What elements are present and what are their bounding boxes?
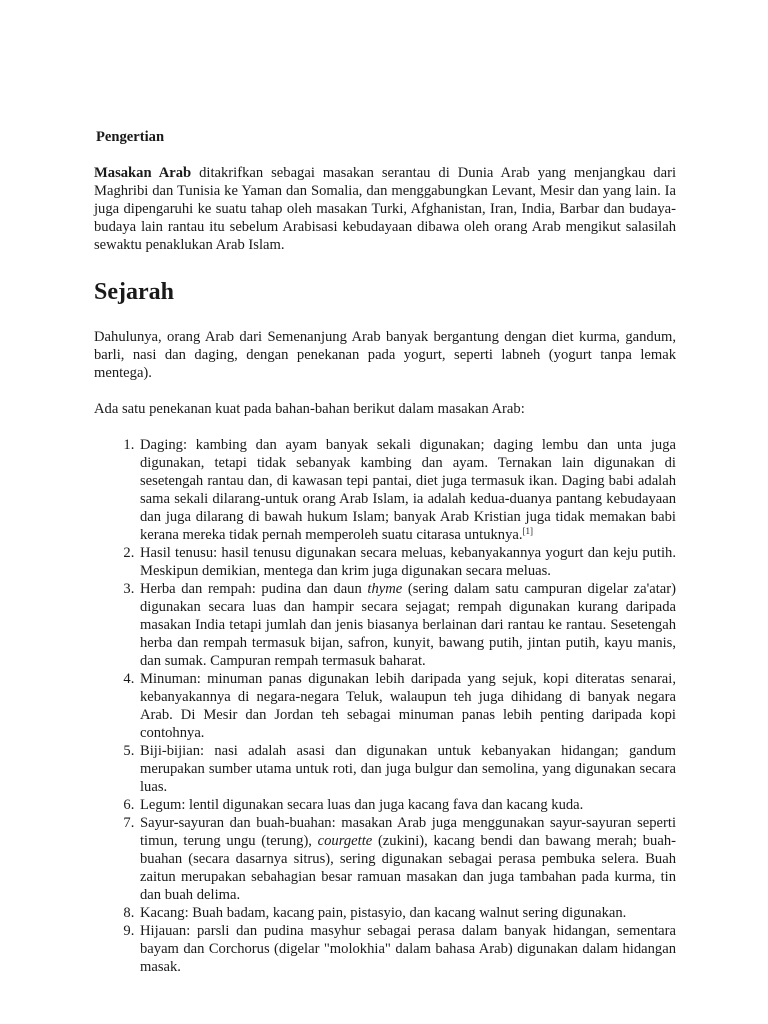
list-item-text-pre: Herba dan rempah: pudina dan daun: [140, 581, 368, 597]
list-item: [138, 796, 676, 814]
list-item-text-post: (sering dalam satu campuran digelar za'atar) digunakan secara luas dan hampir secara sejagat; rempah digunakan kurang daripada masakan India tetapi jumlah dan jenis biasanya berlainan dari rantau ke rantau. Sesetengah herba dan rempah termasuk bijan, safron, kunyit, bawang putih, jintan putih, kayu manis, dan sumak. Campuran rempah termasuk baharat.: [140, 581, 676, 669]
list-item-text: Legum: lentil digunakan secara luas dan juga kacang fava dan kacang kuda.: [140, 797, 584, 813]
list-item: [138, 670, 676, 742]
reference-link[interactable]: [1]: [522, 526, 534, 536]
section-title-sejarah: Sejarah: [94, 279, 174, 305]
heading-pengertian: Pengertian: [96, 129, 165, 145]
list-item-text: Daging: kambing dan ayam banyak sekali digunakan; daging lembu dan unta juga digunakan, tetapi tidak sebanyak kambing dan ayam. Ternakan lain digunakan di sesetengah rantau dan, di kawasan tepi pantai, diet juga termasuk ikan. Daging babi adalah sama sekali dilarang-untuk orang Arab Islam, ia adalah kedua-duanya pantang kebudayaan dan juga dilarang di bawah hukum Islam; banyak Arab Kristian juga tidak memakan babi kerana mereka tidak pernah memperoleh suatu citarasa untuknya.: [140, 437, 676, 543]
intro-text: ditakrifkan sebagai masakan serantau di Dunia Arab yang menjangkau dari Maghribi dan Tunisia ke Yaman dan Somalia, dan menggabungkan Levant, Mesir dan yang lain. Ia juga dipengaruhi ke suatu tahap oleh masakan Turki, Afghanistan, Iran, India, Barbar dan budaya-budaya lain rantau itu sebelum Arabisasi kebudayaan dibawa oleh orang Arab mengikut salasilah sewaktu penaklukan Arab Islam.: [94, 165, 676, 253]
list-item-text: Biji-bijian: nasi adalah asasi dan digunakan untuk kebanyakan hidangan; gandum merupakan sumber utama untuk roti, dan juga bulgur dan semolina, yang digunakan secara luas.: [140, 743, 676, 795]
list-item: [138, 814, 676, 904]
paragraph-list-intro: Ada satu penekanan kuat pada bahan-bahan berikut dalam masakan Arab:: [94, 401, 525, 417]
list-item-italic-term: courgette: [317, 833, 373, 849]
list-item-text: Kacang: Buah badam, kacang pain, pistasyio, dan kacang walnut sering digunakan.: [140, 905, 627, 921]
list-item-text-pre: Sayur-sayuran dan buah-buahan: masakan Arab juga menggunakan sayur-sayuran seperti timun, terung ungu (terung),: [140, 815, 676, 849]
paragraph-history: Dahulunya, orang Arab dari Semenanjung Arab banyak bergantung dengan diet kurma, gandum, barli, nasi dan daging, dengan penekanan pada yogurt, seperti labneh (yogurt tanpa lemak mentega).: [94, 329, 676, 381]
list-item: [138, 580, 676, 670]
document-page: [94, 128, 676, 976]
list-item: [138, 742, 676, 796]
list-item-text: Minuman: minuman panas digunakan lebih daripada yang sejuk, kopi diteratas senarai, kebanyakannya di negara-negara Teluk, walaupun teh juga dihidang di banyak negara Arab. Di Mesir dan Jordan teh sebagai minuman panas lebih penting daripada kopi contohnya.: [140, 671, 676, 741]
list-item-text: Hasil tenusu: hasil tenusu digunakan secara meluas, kebanyakannya yogurt dan keju putih. Meskipun demikian, mentega dan krim juga digunakan secara meluas.: [140, 545, 676, 579]
list-item: [138, 544, 676, 580]
ingredient-list: [94, 436, 676, 976]
intro-paragraph: [94, 164, 676, 254]
list-item-text-post: (zukini), kacang bendi dan bawang merah; buah-buahan (secara dasarnya sitrus), sering digunakan sebagai perasa pembuka selera. Buah zaitun merupakan sebahagian besar ramuan masakan dan juga tambahan pada kurma, tin dan buah delima.: [140, 833, 676, 903]
list-item: [138, 436, 676, 544]
list-item: [138, 904, 676, 922]
list-item: [138, 922, 676, 976]
list-item-italic-term: thyme: [367, 581, 403, 597]
intro-bold-term: Masakan Arab: [94, 165, 192, 181]
list-item-text: Hijauan: parsli dan pudina masyhur sebagai perasa dalam banyak hidangan, sementara bayam dan Corchorus (digelar "molokhia" dalam bahasa Arab) digunakan dalam hidangan masak.: [140, 923, 676, 975]
